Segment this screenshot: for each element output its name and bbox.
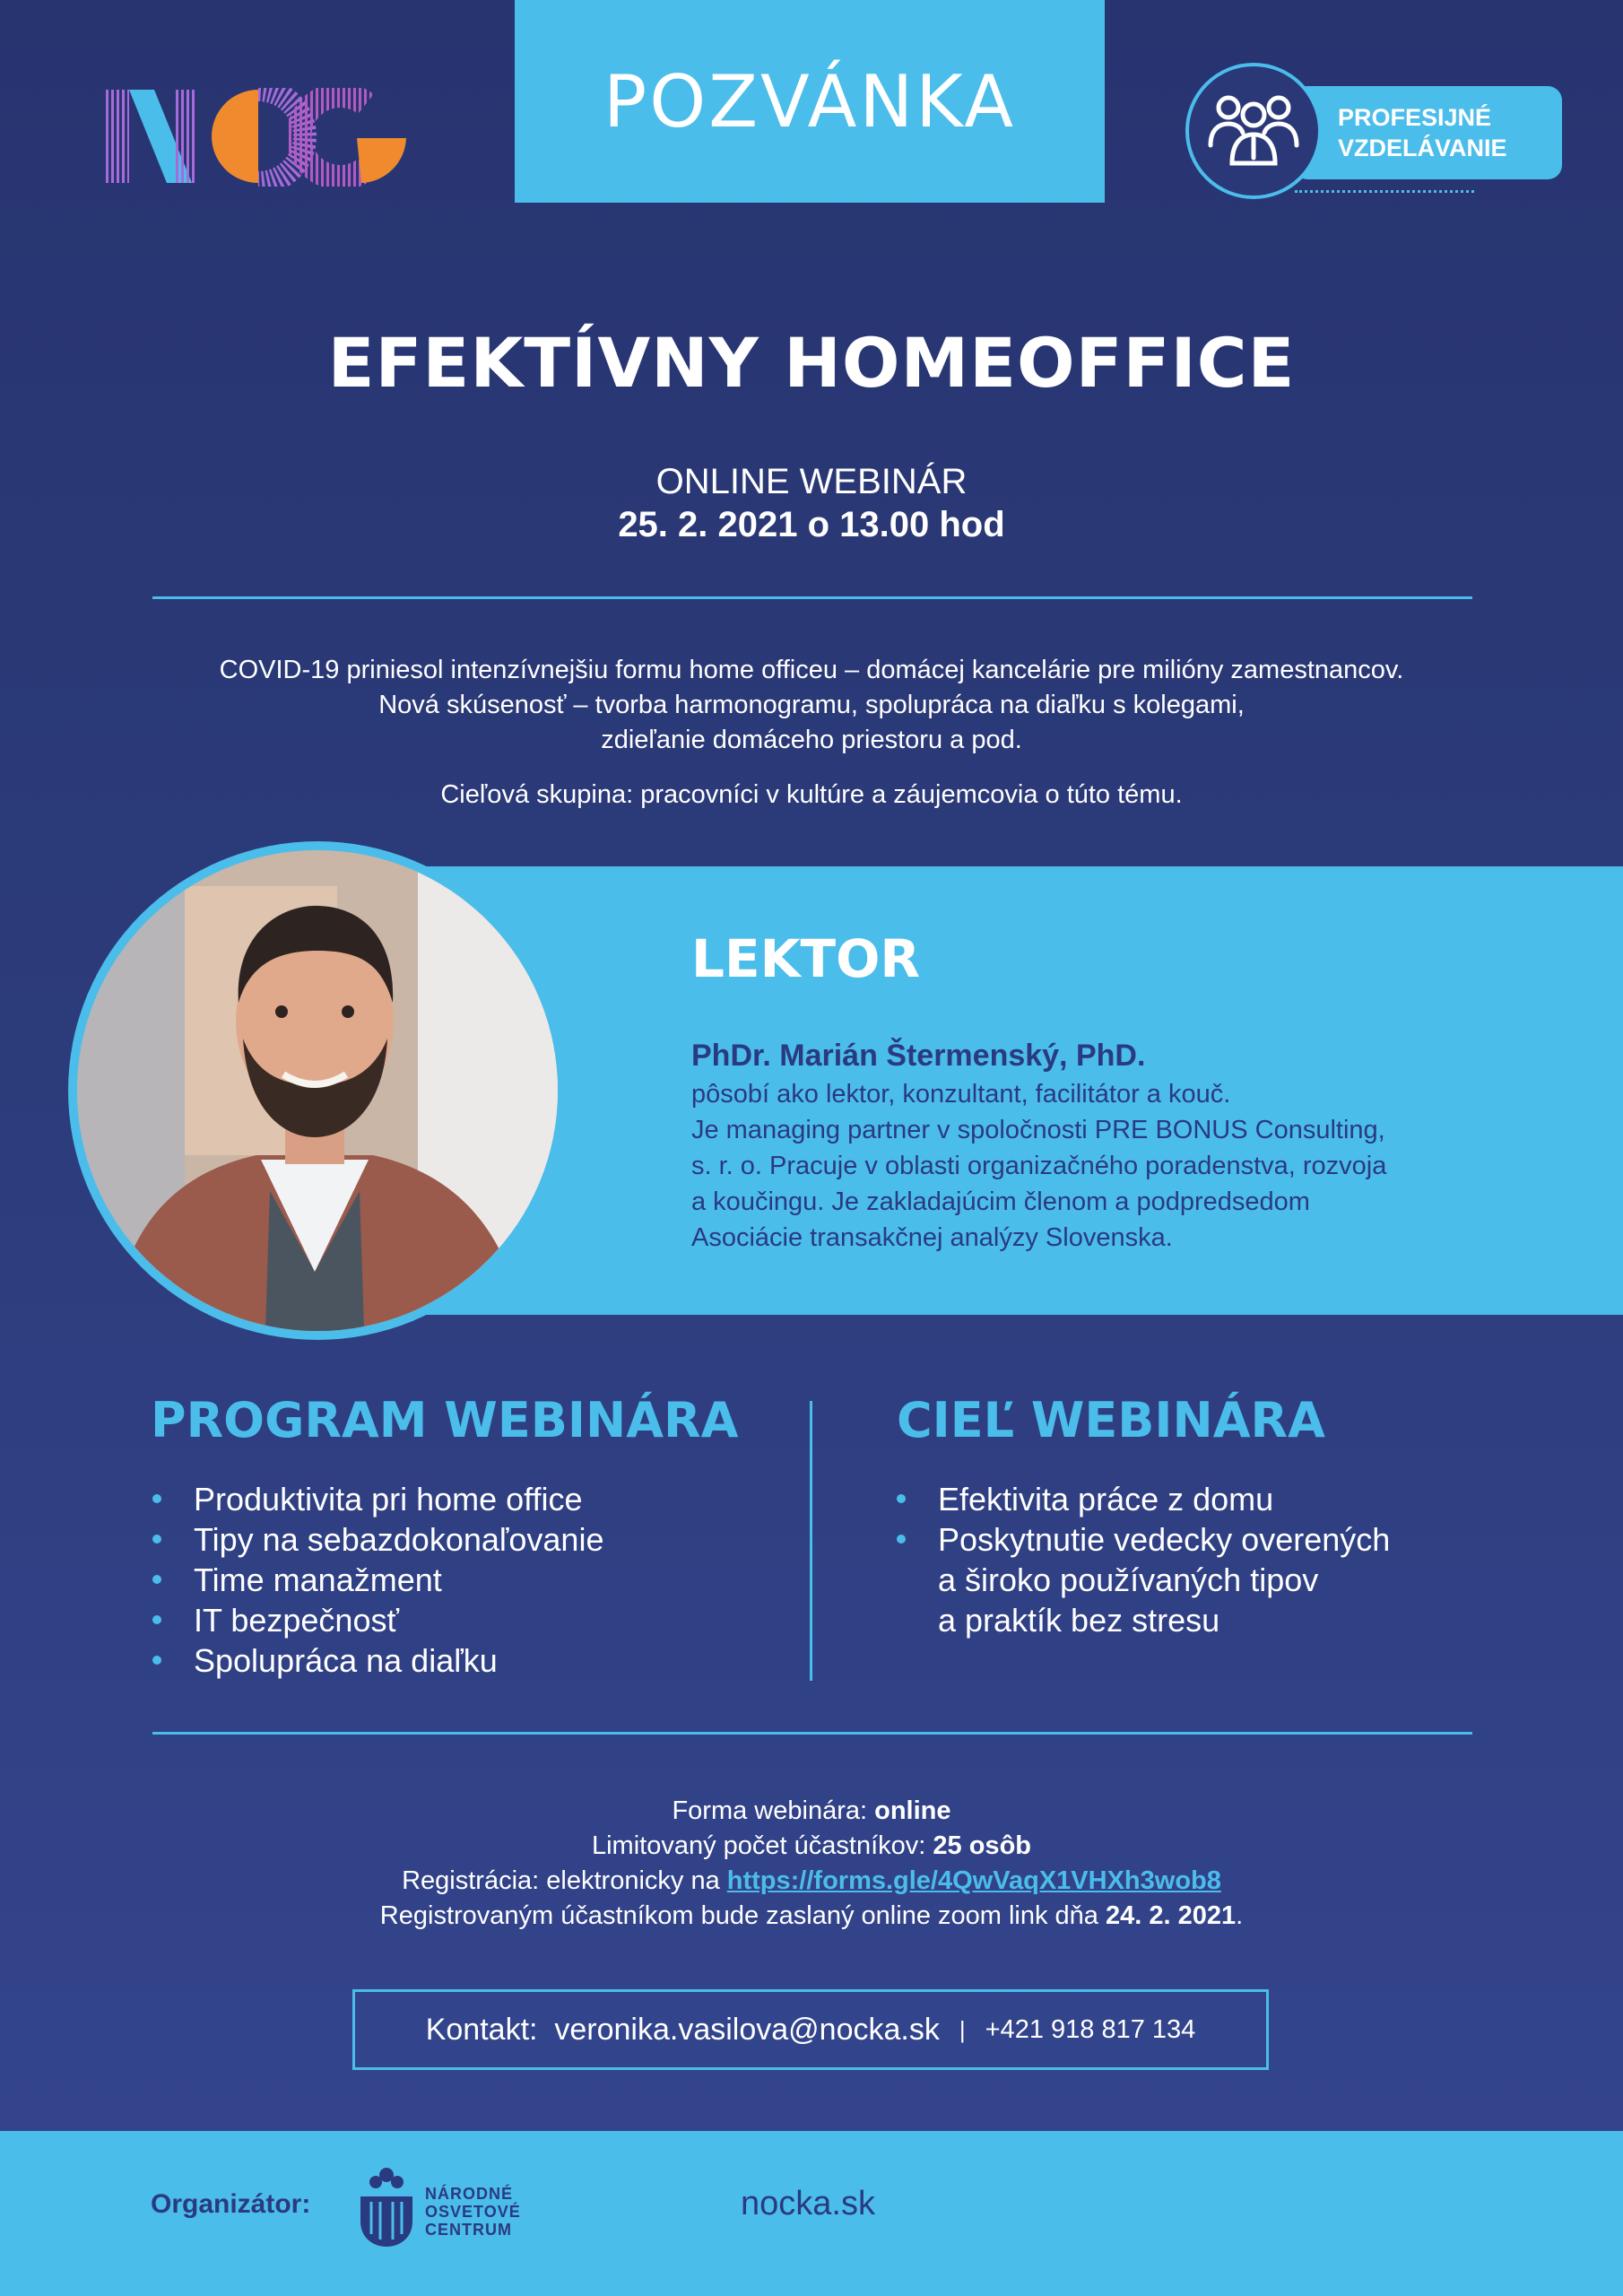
column-divider bbox=[810, 1401, 812, 1681]
organizer-name-line: NÁRODNÉ bbox=[425, 2185, 514, 2203]
list-item: IT bezpečnosť bbox=[151, 1600, 603, 1640]
program-heading: PROGRAM WEBINÁRA bbox=[151, 1392, 739, 1448]
list-item: Efektivita práce z domu bbox=[895, 1479, 1390, 1519]
info-reg-label: Registrácia: elektronicky na bbox=[402, 1866, 727, 1895]
list-item: Tipy na sebazdokonaľovanie bbox=[151, 1519, 603, 1560]
list-item bbox=[895, 1519, 1390, 1640]
organizer-label: Organizátor: bbox=[151, 2189, 311, 2219]
divider-bottom bbox=[152, 1732, 1472, 1735]
contact-phone[interactable]: +421 918 817 134 bbox=[985, 2014, 1196, 2044]
badge-line-1: PROFESIJNÉ bbox=[1338, 104, 1492, 131]
info-zoom-date: 24. 2. 2021 bbox=[1106, 1901, 1237, 1930]
event-title: EFEKTÍVNY HOMEOFFICE bbox=[327, 323, 1296, 403]
website-link[interactable]: nocka.sk bbox=[741, 2185, 875, 2222]
contact-box bbox=[352, 1989, 1269, 2070]
lector-name: PhDr. Marián Štermenský, PhD. bbox=[691, 1039, 1146, 1073]
info-form-label: Forma webinára: bbox=[672, 1796, 875, 1825]
lector-bio-line: Asociácie transakčnej analýzy Slovenska. bbox=[691, 1223, 1173, 1252]
webinar-info bbox=[0, 1794, 1623, 1934]
professional-education-badge bbox=[1185, 59, 1562, 212]
lector-bio bbox=[691, 1076, 1588, 1256]
intro-text bbox=[0, 653, 1623, 758]
info-registration bbox=[0, 1864, 1623, 1899]
info-zoom-label: Registrovaným účastníkom bude zaslaný online zoom link dňa bbox=[379, 1901, 1106, 1930]
badge-line-2: VZDELÁVANIE bbox=[1338, 135, 1507, 161]
goal-list bbox=[895, 1479, 1390, 1640]
badge-circle bbox=[1185, 63, 1322, 199]
event-subtitle: ONLINE WEBINÁR bbox=[655, 462, 968, 501]
info-limit bbox=[0, 1829, 1623, 1864]
lector-photo-image bbox=[77, 850, 558, 1331]
list-item: Time manažment bbox=[151, 1560, 603, 1600]
registration-link[interactable]: https://forms.gle/4QwVaqX1VHXh3wob8 bbox=[726, 1866, 1221, 1895]
title-banner bbox=[515, 0, 1105, 203]
people-group-icon bbox=[1203, 88, 1304, 174]
contact-separator: | bbox=[959, 2015, 966, 2043]
target-group: Cieľová skupina: pracovníci v kultúre a záujemcovia o túto tému. bbox=[440, 780, 1183, 809]
lector-photo bbox=[68, 841, 567, 1340]
organizer-name-line: CENTRUM bbox=[425, 2221, 512, 2239]
badge-text bbox=[1338, 102, 1507, 163]
noc-emblem-icon bbox=[357, 2166, 416, 2248]
program-list bbox=[151, 1479, 603, 1681]
lector-bio-line: Je managing partner v spoločnosti PRE BONUS Consulting, bbox=[691, 1116, 1385, 1144]
goal-item-line: Poskytnutie vedecky overených bbox=[938, 1521, 1391, 1558]
page-title: POZVÁNKA bbox=[603, 59, 1016, 144]
lector-bio-line: s. r. o. Pracuje v oblasti organizačného poradenstva, rozvoja bbox=[691, 1152, 1387, 1180]
contact-email[interactable]: veronika.vasilova@nocka.sk bbox=[554, 2012, 940, 2047]
intro-line-3: zdieľanie domáceho priestoru a pod. bbox=[601, 726, 1022, 754]
noc-logo bbox=[106, 88, 406, 187]
info-zoom bbox=[0, 1899, 1623, 1934]
goal-heading: CIEĽ WEBINÁRA bbox=[897, 1392, 1325, 1448]
lector-heading: LEKTOR bbox=[691, 928, 921, 989]
info-zoom-end: . bbox=[1236, 1901, 1244, 1930]
lector-bio-line: pôsobí ako lektor, konzultant, facilitátor a kouč. bbox=[691, 1080, 1231, 1109]
intro-line-1: COVID-19 priniesol intenzívnejšiu formu home officeu – domácej kancelárie pre milióny zamestnancov. bbox=[219, 656, 1404, 684]
portrait-illustration bbox=[77, 850, 558, 1331]
contact-label: Kontakt: bbox=[425, 2012, 538, 2047]
divider-top bbox=[152, 596, 1472, 599]
badge-dotted-line bbox=[1295, 190, 1474, 193]
info-form bbox=[0, 1794, 1623, 1829]
logo-letter-n bbox=[106, 90, 197, 183]
list-item: Produktivita pri home office bbox=[151, 1479, 603, 1519]
goal-item-line: a široko používaných tipov bbox=[938, 1561, 1319, 1598]
info-limit-label: Limitovaný počet účastníkov: bbox=[591, 1831, 933, 1860]
organizer-name bbox=[425, 2185, 521, 2239]
info-limit-value: 25 osôb bbox=[933, 1831, 1031, 1860]
lector-bio-line: a koučingu. Je zakladajúcim členom a podpredsedom bbox=[691, 1187, 1310, 1216]
list-item: Spolupráca na diaľku bbox=[151, 1640, 603, 1681]
intro-line-2: Nová skúsenosť – tvorba harmonogramu, spolupráca na diaľku s kolegami, bbox=[378, 691, 1245, 719]
event-date: 25. 2. 2021 o 13.00 hod bbox=[618, 505, 1005, 544]
info-form-value: online bbox=[874, 1796, 951, 1825]
organizer-name-line: OSVETOVÉ bbox=[425, 2203, 521, 2221]
goal-item-line: a praktík bez stresu bbox=[938, 1602, 1220, 1639]
